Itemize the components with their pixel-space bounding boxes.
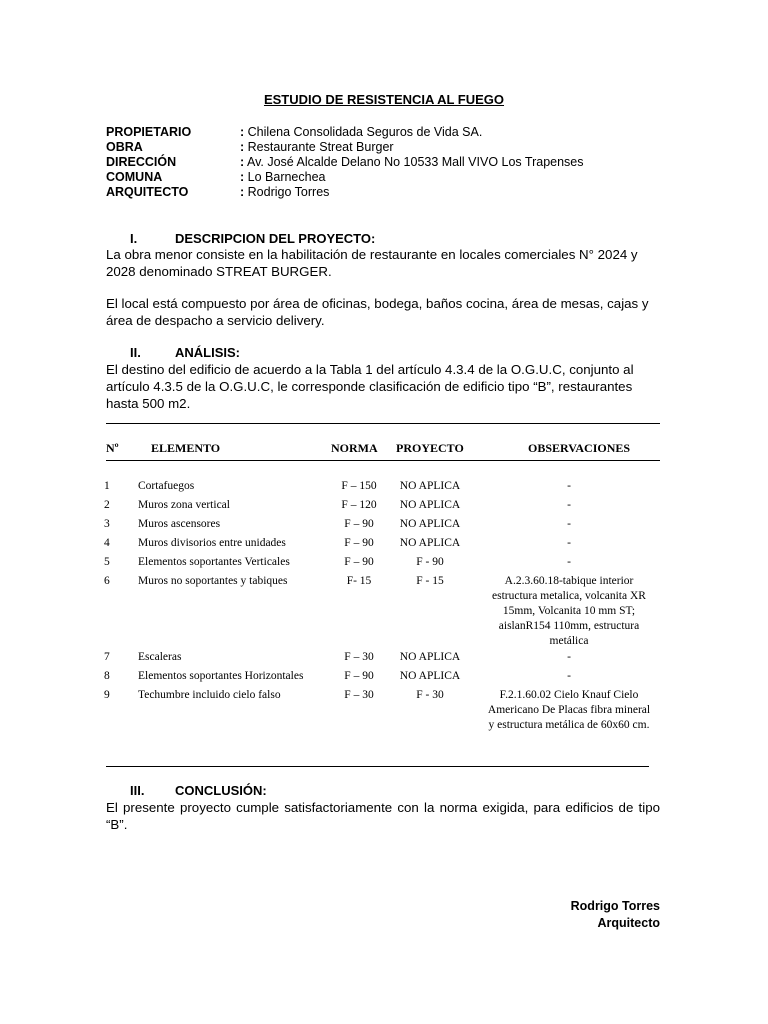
cell-proyecto: NO APLICA	[399, 651, 461, 663]
cell-norma: F- 15	[346, 575, 372, 587]
cell-observaciones: -	[567, 480, 571, 492]
cell-norma: F – 90	[344, 537, 374, 549]
table-top-rule	[106, 423, 660, 424]
cell-observaciones: F.2.1.60.02 Cielo Knauf Cielo Americano De Placas fibra mineral y estructura metálica de 60x60 cm.	[487, 689, 651, 731]
cell-number: 3	[104, 518, 110, 530]
cell-observaciones: -	[567, 556, 571, 568]
section-number: II.	[130, 345, 141, 360]
cell-elemento: Muros no soportantes y tabiques	[138, 575, 288, 587]
meta-value-text: Rodrigo Torres	[247, 185, 330, 199]
meta-colon: :	[240, 155, 245, 169]
cell-proyecto: F - 15	[416, 575, 444, 587]
cell-elemento: Muros divisorios entre unidades	[138, 537, 286, 549]
meta-label: PROPIETARIO	[106, 125, 192, 139]
cell-number: 6	[104, 575, 110, 587]
cell-number: 5	[104, 556, 110, 568]
signature-name: Rodrigo Torres	[570, 899, 660, 913]
cell-elemento: Muros zona vertical	[138, 499, 230, 511]
meta-colon: :	[240, 140, 245, 154]
signature-role: Arquitecto	[597, 916, 660, 930]
cell-proyecto: NO APLICA	[399, 518, 461, 530]
cell-observaciones: -	[567, 651, 571, 663]
section-number: I.	[130, 231, 138, 246]
document-title: ESTUDIO DE RESISTENCIA AL FUEGO	[263, 92, 505, 107]
meta-value-text: Av. José Alcalde Delano No 10533 Mall VIVO Los Trapenses	[246, 155, 584, 169]
table-header-proyecto: PROYECTO	[396, 441, 464, 455]
cell-norma: F – 150	[341, 480, 377, 492]
meta-label: COMUNA	[106, 170, 163, 184]
section-1-paragraph-1: La obra menor consiste en la habilitación de restaurante en locales comerciales N° 2024 y 2028 denominado STREAT BURGER.	[106, 247, 638, 279]
cell-proyecto: F - 30	[416, 689, 444, 701]
meta-value	[240, 185, 329, 200]
cell-elemento: Elementos soportantes Verticales	[138, 556, 290, 568]
meta-value-text: Restaurante Streat Burger	[247, 140, 394, 154]
cell-norma: F – 90	[344, 556, 374, 568]
meta-value	[240, 155, 584, 170]
cell-norma: F – 30	[344, 689, 374, 701]
cell-elemento: Muros ascensores	[138, 518, 221, 530]
cell-norma: F – 90	[344, 670, 374, 682]
cell-proyecto: NO APLICA	[399, 537, 461, 549]
cell-proyecto: NO APLICA	[399, 480, 461, 492]
meta-value-text: Chilena Consolidada Seguros de Vida SA.	[247, 125, 483, 139]
section-title: CONCLUSIÓN:	[175, 783, 267, 798]
meta-label: DIRECCIÓN	[106, 155, 177, 169]
cell-norma: F – 30	[344, 651, 374, 663]
meta-value	[240, 125, 482, 140]
section-number: III.	[130, 783, 145, 798]
cell-observaciones: -	[567, 670, 571, 682]
table-header-observaciones: OBSERVACIONES	[528, 441, 631, 455]
cell-number: 2	[104, 499, 110, 511]
cell-observaciones: -	[567, 499, 571, 511]
section-2-paragraph-1: El destino del edificio de acuerdo a la Tabla 1 del artículo 4.3.4 de la O.G.U.C, conjunto al artículo 4.3.5 de la O.G.U.C, le corresponde clasificación de edificio tipo “B”, restaurantes hasta 500 m2.	[106, 362, 634, 411]
cell-proyecto: NO APLICA	[399, 670, 461, 682]
cell-elemento: Elementos soportantes Horizontales	[138, 670, 304, 682]
section-1-paragraph-2: El local está compuesto por área de oficinas, bodega, baños cocina, área de mesas, cajas y área de despacho a servicio delivery.	[106, 296, 649, 328]
cell-proyecto: F - 90	[416, 556, 444, 568]
cell-number: 9	[104, 689, 110, 701]
cell-norma: F – 90	[344, 518, 374, 530]
cell-number: 1	[104, 480, 110, 492]
table-header-elemento: ELEMENTO	[151, 441, 221, 455]
cell-elemento: Techumbre incluido cielo falso	[138, 689, 281, 701]
cell-observaciones: -	[567, 518, 571, 530]
cell-elemento: Escaleras	[138, 651, 182, 663]
cell-number: 8	[104, 670, 110, 682]
meta-value-text: Lo Barnechea	[247, 170, 326, 184]
meta-colon: :	[240, 170, 245, 184]
cell-observaciones: A.2.3.60.18-tabique interior estructura metalica, volcanita XR 15mm, Volcanita 10 mm ST; aislanR154 110mm, estructura metálica	[492, 575, 646, 647]
section-title: ANÁLISIS:	[175, 345, 240, 360]
meta-label: ARQUITECTO	[106, 185, 189, 199]
meta-colon: :	[240, 185, 245, 199]
cell-observaciones: -	[567, 537, 571, 549]
section-title: DESCRIPCION DEL PROYECTO:	[175, 231, 376, 246]
table-header-norma: NORMA	[331, 441, 378, 455]
meta-value	[240, 140, 394, 155]
table-header-number: Nº	[106, 441, 119, 455]
section-3-paragraph-1: El presente proyecto cumple satisfactoriamente con la norma exigida, para edificios de tipo “B”.	[106, 800, 660, 832]
table-header-rule	[106, 460, 660, 461]
meta-value	[240, 170, 326, 185]
table-bottom-rule	[106, 766, 649, 767]
cell-proyecto: NO APLICA	[399, 499, 461, 511]
meta-label: OBRA	[106, 140, 143, 154]
cell-norma: F – 120	[341, 499, 377, 511]
cell-number: 7	[104, 651, 110, 663]
cell-elemento: Cortafuegos	[138, 480, 195, 492]
meta-colon: :	[240, 125, 245, 139]
cell-number: 4	[104, 537, 110, 549]
